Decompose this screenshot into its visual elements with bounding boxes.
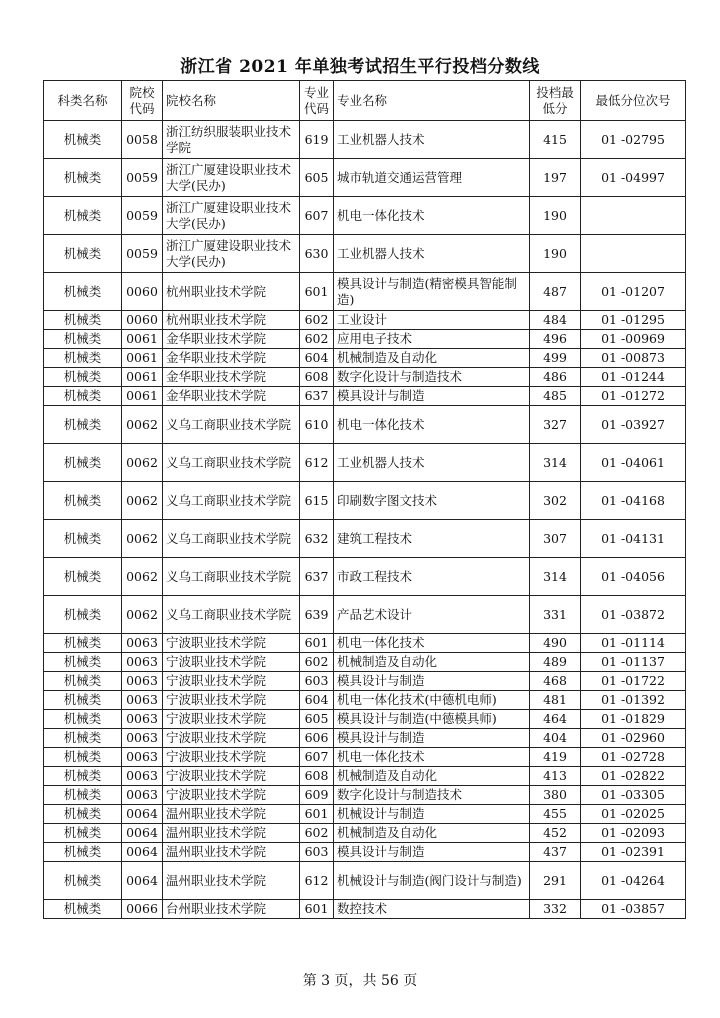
- major-name-cell: 机电一体化技术(中德机电师): [334, 691, 530, 710]
- major-name-cell: 模具设计与制造: [334, 672, 530, 691]
- min-rank-cell: 01 -04131: [581, 520, 686, 558]
- major-name-cell: 数控技术: [334, 900, 530, 919]
- category-cell: 机械类: [44, 729, 122, 748]
- school-name-cell: 温州职业技术学院: [163, 843, 300, 862]
- major-name-cell: 机械制造及自动化: [334, 824, 530, 843]
- school-name-cell: 宁波职业技术学院: [163, 786, 300, 805]
- min-rank-cell: 01 -04168: [581, 482, 686, 520]
- major-name-cell: 模具设计与制造: [334, 729, 530, 748]
- category-cell: 机械类: [44, 653, 122, 672]
- school-code-cell: 0064: [122, 843, 163, 862]
- min-rank-cell: 01 -01272: [581, 387, 686, 406]
- major-name-cell: 模具设计与制造: [334, 843, 530, 862]
- category-cell: 机械类: [44, 482, 122, 520]
- school-name-cell: 宁波职业技术学院: [163, 748, 300, 767]
- page-footer: 第 3 页，共 56 页: [302, 973, 418, 989]
- min-rank-cell: [581, 197, 686, 235]
- school-name-cell: 宁波职业技术学院: [163, 653, 300, 672]
- min-rank-cell: 01 -02391: [581, 843, 686, 862]
- school-code-cell: 0063: [122, 786, 163, 805]
- min-rank-cell: 01 -01829: [581, 710, 686, 729]
- header-min-score: 投档最低分: [530, 81, 581, 121]
- min-score-cell: 307: [530, 520, 581, 558]
- major-name-cell: 市政工程技术: [334, 558, 530, 596]
- school-code-cell: 0063: [122, 729, 163, 748]
- category-cell: 机械类: [44, 235, 122, 273]
- min-rank-cell: 01 -01207: [581, 273, 686, 311]
- major-name-cell: 工业设计: [334, 311, 530, 330]
- school-code-cell: 0064: [122, 805, 163, 824]
- category-cell: 机械类: [44, 273, 122, 311]
- school-code-cell: 0059: [122, 159, 163, 197]
- major-code-cell: 637: [300, 387, 334, 406]
- category-cell: 机械类: [44, 444, 122, 482]
- school-name-cell: 金华职业技术学院: [163, 330, 300, 349]
- school-code-cell: 0063: [122, 748, 163, 767]
- category-cell: 机械类: [44, 767, 122, 786]
- school-name-cell: 浙江广厦建设职业技术大学(民办): [163, 197, 300, 235]
- major-code-cell: 612: [300, 862, 334, 900]
- school-code-cell: 0058: [122, 121, 163, 159]
- major-code-cell: 602: [300, 824, 334, 843]
- min-score-cell: 468: [530, 672, 581, 691]
- school-code-cell: 0062: [122, 406, 163, 444]
- min-score-cell: 190: [530, 235, 581, 273]
- min-rank-cell: 01 -03857: [581, 900, 686, 919]
- min-score-cell: 327: [530, 406, 581, 444]
- table-row: [44, 197, 686, 235]
- category-cell: 机械类: [44, 197, 122, 235]
- major-code-cell: 601: [300, 634, 334, 653]
- category-cell: 机械类: [44, 672, 122, 691]
- school-name-cell: 浙江广厦建设职业技术大学(民办): [163, 159, 300, 197]
- school-name-cell: 金华职业技术学院: [163, 368, 300, 387]
- major-code-cell: 609: [300, 786, 334, 805]
- min-score-cell: 496: [530, 330, 581, 349]
- major-name-cell: 产品艺术设计: [334, 596, 530, 634]
- school-name-cell: 义乌工商职业技术学院: [163, 558, 300, 596]
- school-code-cell: 0062: [122, 444, 163, 482]
- min-score-cell: 314: [530, 444, 581, 482]
- major-code-cell: 615: [300, 482, 334, 520]
- min-score-cell: 404: [530, 729, 581, 748]
- table-row: [44, 520, 686, 558]
- major-name-cell: 建筑工程技术: [334, 520, 530, 558]
- category-cell: 机械类: [44, 368, 122, 387]
- table-row: [44, 691, 686, 710]
- min-score-cell: 499: [530, 349, 581, 368]
- min-score-cell: 464: [530, 710, 581, 729]
- major-code-cell: 601: [300, 273, 334, 311]
- school-code-cell: 0063: [122, 653, 163, 672]
- major-name-cell: 应用电子技术: [334, 330, 530, 349]
- major-code-cell: 610: [300, 406, 334, 444]
- major-code-cell: 606: [300, 729, 334, 748]
- school-code-cell: 0063: [122, 691, 163, 710]
- page-title: 浙江省 2021 年单独考试招生平行投档分数线: [180, 57, 540, 77]
- major-code-cell: 608: [300, 368, 334, 387]
- table-row: [44, 482, 686, 520]
- min-rank-cell: 01 -01392: [581, 691, 686, 710]
- min-rank-cell: 01 -02960: [581, 729, 686, 748]
- school-code-cell: 0062: [122, 558, 163, 596]
- major-code-cell: 604: [300, 691, 334, 710]
- school-code-cell: 0060: [122, 311, 163, 330]
- category-cell: 机械类: [44, 748, 122, 767]
- major-code-cell: 605: [300, 159, 334, 197]
- major-name-cell: 印刷数字图文技术: [334, 482, 530, 520]
- table-row: [44, 805, 686, 824]
- min-score-cell: 486: [530, 368, 581, 387]
- school-code-cell: 0061: [122, 387, 163, 406]
- min-rank-cell: 01 -03872: [581, 596, 686, 634]
- major-code-cell: 607: [300, 748, 334, 767]
- category-cell: 机械类: [44, 900, 122, 919]
- table-row: [44, 596, 686, 634]
- major-code-cell: 601: [300, 900, 334, 919]
- category-cell: 机械类: [44, 311, 122, 330]
- table-row: [44, 159, 686, 197]
- min-rank-cell: 01 -04997: [581, 159, 686, 197]
- table-row: [44, 710, 686, 729]
- school-code-cell: 0066: [122, 900, 163, 919]
- major-name-cell: 模具设计与制造(精密模具智能制造): [334, 273, 530, 311]
- min-rank-cell: 01 -00969: [581, 330, 686, 349]
- major-name-cell: 机电一体化技术: [334, 634, 530, 653]
- major-name-cell: 工业机器人技术: [334, 121, 530, 159]
- school-name-cell: 温州职业技术学院: [163, 862, 300, 900]
- school-name-cell: 宁波职业技术学院: [163, 710, 300, 729]
- table-row: [44, 634, 686, 653]
- school-code-cell: 0059: [122, 235, 163, 273]
- school-name-cell: 义乌工商职业技术学院: [163, 596, 300, 634]
- major-name-cell: 机械制造及自动化: [334, 767, 530, 786]
- school-code-cell: 0059: [122, 197, 163, 235]
- min-rank-cell: 01 -02093: [581, 824, 686, 843]
- min-rank-cell: 01 -00873: [581, 349, 686, 368]
- major-name-cell: 工业机器人技术: [334, 444, 530, 482]
- major-name-cell: 机械设计与制造(阀门设计与制造): [334, 862, 530, 900]
- table-row: [44, 444, 686, 482]
- table-row: [44, 862, 686, 900]
- school-name-cell: 杭州职业技术学院: [163, 311, 300, 330]
- category-cell: 机械类: [44, 349, 122, 368]
- table-row: [44, 786, 686, 805]
- major-name-cell: 数字化设计与制造技术: [334, 786, 530, 805]
- min-rank-cell: 01 -03305: [581, 786, 686, 805]
- table-row: [44, 900, 686, 919]
- major-code-cell: 605: [300, 710, 334, 729]
- table-row: [44, 653, 686, 672]
- school-name-cell: 宁波职业技术学院: [163, 691, 300, 710]
- table-row: [44, 767, 686, 786]
- school-name-cell: 浙江纺织服装职业技术学院: [163, 121, 300, 159]
- major-name-cell: 机电一体化技术: [334, 197, 530, 235]
- category-cell: 机械类: [44, 691, 122, 710]
- category-cell: 机械类: [44, 786, 122, 805]
- major-name-cell: 机械制造及自动化: [334, 349, 530, 368]
- min-rank-cell: 01 -04056: [581, 558, 686, 596]
- category-cell: 机械类: [44, 634, 122, 653]
- min-score-cell: 190: [530, 197, 581, 235]
- school-name-cell: 金华职业技术学院: [163, 349, 300, 368]
- header-school-code: 院校代码: [122, 81, 163, 121]
- major-code-cell: 602: [300, 311, 334, 330]
- school-code-cell: 0061: [122, 330, 163, 349]
- min-score-cell: 291: [530, 862, 581, 900]
- major-code-cell: 607: [300, 197, 334, 235]
- major-code-cell: 608: [300, 767, 334, 786]
- school-name-cell: 宁波职业技术学院: [163, 672, 300, 691]
- school-name-cell: 义乌工商职业技术学院: [163, 520, 300, 558]
- min-score-cell: 419: [530, 748, 581, 767]
- category-cell: 机械类: [44, 805, 122, 824]
- major-name-cell: 数字化设计与制造技术: [334, 368, 530, 387]
- major-name-cell: 模具设计与制造: [334, 387, 530, 406]
- school-name-cell: 温州职业技术学院: [163, 805, 300, 824]
- major-code-cell: 602: [300, 653, 334, 672]
- category-cell: 机械类: [44, 159, 122, 197]
- school-code-cell: 0062: [122, 520, 163, 558]
- table-row: [44, 406, 686, 444]
- category-cell: 机械类: [44, 596, 122, 634]
- table-row: [44, 330, 686, 349]
- score-table: [43, 80, 686, 919]
- major-code-cell: 612: [300, 444, 334, 482]
- school-code-cell: 0061: [122, 368, 163, 387]
- school-name-cell: 金华职业技术学院: [163, 387, 300, 406]
- table-row: [44, 368, 686, 387]
- min-score-cell: 332: [530, 900, 581, 919]
- school-code-cell: 0064: [122, 824, 163, 843]
- header-school-name: 院校名称: [163, 81, 300, 121]
- table-row: [44, 121, 686, 159]
- school-name-cell: 义乌工商职业技术学院: [163, 482, 300, 520]
- major-name-cell: 机械制造及自动化: [334, 653, 530, 672]
- table-row: [44, 558, 686, 596]
- min-rank-cell: 01 -01244: [581, 368, 686, 387]
- major-code-cell: 632: [300, 520, 334, 558]
- header-min-rank: 最低分位次号: [581, 81, 686, 121]
- category-cell: 机械类: [44, 330, 122, 349]
- min-rank-cell: 01 -01295: [581, 311, 686, 330]
- min-score-cell: 489: [530, 653, 581, 672]
- major-code-cell: 637: [300, 558, 334, 596]
- school-code-cell: 0063: [122, 767, 163, 786]
- school-code-cell: 0063: [122, 672, 163, 691]
- major-name-cell: 工业机器人技术: [334, 235, 530, 273]
- school-code-cell: 0062: [122, 596, 163, 634]
- school-code-cell: 0061: [122, 349, 163, 368]
- school-name-cell: 宁波职业技术学院: [163, 729, 300, 748]
- category-cell: 机械类: [44, 862, 122, 900]
- table-row: [44, 349, 686, 368]
- school-name-cell: 义乌工商职业技术学院: [163, 444, 300, 482]
- category-cell: 机械类: [44, 520, 122, 558]
- min-rank-cell: 01 -01137: [581, 653, 686, 672]
- min-score-cell: 413: [530, 767, 581, 786]
- category-cell: 机械类: [44, 843, 122, 862]
- table-row: [44, 672, 686, 691]
- category-cell: 机械类: [44, 387, 122, 406]
- major-code-cell: 604: [300, 349, 334, 368]
- min-score-cell: 197: [530, 159, 581, 197]
- min-score-cell: 490: [530, 634, 581, 653]
- min-score-cell: 487: [530, 273, 581, 311]
- major-code-cell: 630: [300, 235, 334, 273]
- min-rank-cell: 01 -01114: [581, 634, 686, 653]
- table-header-row: [44, 81, 686, 121]
- major-name-cell: 机电一体化技术: [334, 748, 530, 767]
- table-row: [44, 824, 686, 843]
- category-cell: 机械类: [44, 824, 122, 843]
- min-rank-cell: 01 -02822: [581, 767, 686, 786]
- table-row: [44, 273, 686, 311]
- major-name-cell: 模具设计与制造(中德模具师): [334, 710, 530, 729]
- school-name-cell: 浙江广厦建设职业技术大学(民办): [163, 235, 300, 273]
- header-major-name: 专业名称: [334, 81, 530, 121]
- min-score-cell: 302: [530, 482, 581, 520]
- major-code-cell: 619: [300, 121, 334, 159]
- min-rank-cell: 01 -01722: [581, 672, 686, 691]
- table-row: [44, 729, 686, 748]
- major-name-cell: 城市轨道交通运营管理: [334, 159, 530, 197]
- school-name-cell: 台州职业技术学院: [163, 900, 300, 919]
- min-score-cell: 485: [530, 387, 581, 406]
- school-name-cell: 杭州职业技术学院: [163, 273, 300, 311]
- table-row: [44, 235, 686, 273]
- min-score-cell: 455: [530, 805, 581, 824]
- category-cell: 机械类: [44, 558, 122, 596]
- school-code-cell: 0063: [122, 710, 163, 729]
- school-name-cell: 宁波职业技术学院: [163, 634, 300, 653]
- table-row: [44, 387, 686, 406]
- min-score-cell: 314: [530, 558, 581, 596]
- school-code-cell: 0064: [122, 862, 163, 900]
- major-code-cell: 603: [300, 672, 334, 691]
- category-cell: 机械类: [44, 710, 122, 729]
- major-code-cell: 602: [300, 330, 334, 349]
- category-cell: 机械类: [44, 121, 122, 159]
- category-cell: 机械类: [44, 406, 122, 444]
- min-score-cell: 437: [530, 843, 581, 862]
- min-rank-cell: 01 -03927: [581, 406, 686, 444]
- min-rank-cell: [581, 235, 686, 273]
- school-code-cell: 0060: [122, 273, 163, 311]
- major-name-cell: 机电一体化技术: [334, 406, 530, 444]
- school-code-cell: 0063: [122, 634, 163, 653]
- school-name-cell: 义乌工商职业技术学院: [163, 406, 300, 444]
- min-score-cell: 380: [530, 786, 581, 805]
- min-score-cell: 484: [530, 311, 581, 330]
- table-row: [44, 311, 686, 330]
- header-major-code: 专业代码: [300, 81, 334, 121]
- min-score-cell: 481: [530, 691, 581, 710]
- table-row: [44, 843, 686, 862]
- major-name-cell: 机械设计与制造: [334, 805, 530, 824]
- min-rank-cell: 01 -02728: [581, 748, 686, 767]
- min-score-cell: 452: [530, 824, 581, 843]
- major-code-cell: 603: [300, 843, 334, 862]
- table-row: [44, 748, 686, 767]
- min-rank-cell: 01 -04264: [581, 862, 686, 900]
- min-score-cell: 331: [530, 596, 581, 634]
- min-rank-cell: 01 -04061: [581, 444, 686, 482]
- school-name-cell: 温州职业技术学院: [163, 824, 300, 843]
- major-code-cell: 601: [300, 805, 334, 824]
- header-category: 科类名称: [44, 81, 122, 121]
- school-name-cell: 宁波职业技术学院: [163, 767, 300, 786]
- min-rank-cell: 01 -02795: [581, 121, 686, 159]
- major-code-cell: 639: [300, 596, 334, 634]
- min-rank-cell: 01 -02025: [581, 805, 686, 824]
- school-code-cell: 0062: [122, 482, 163, 520]
- min-score-cell: 415: [530, 121, 581, 159]
